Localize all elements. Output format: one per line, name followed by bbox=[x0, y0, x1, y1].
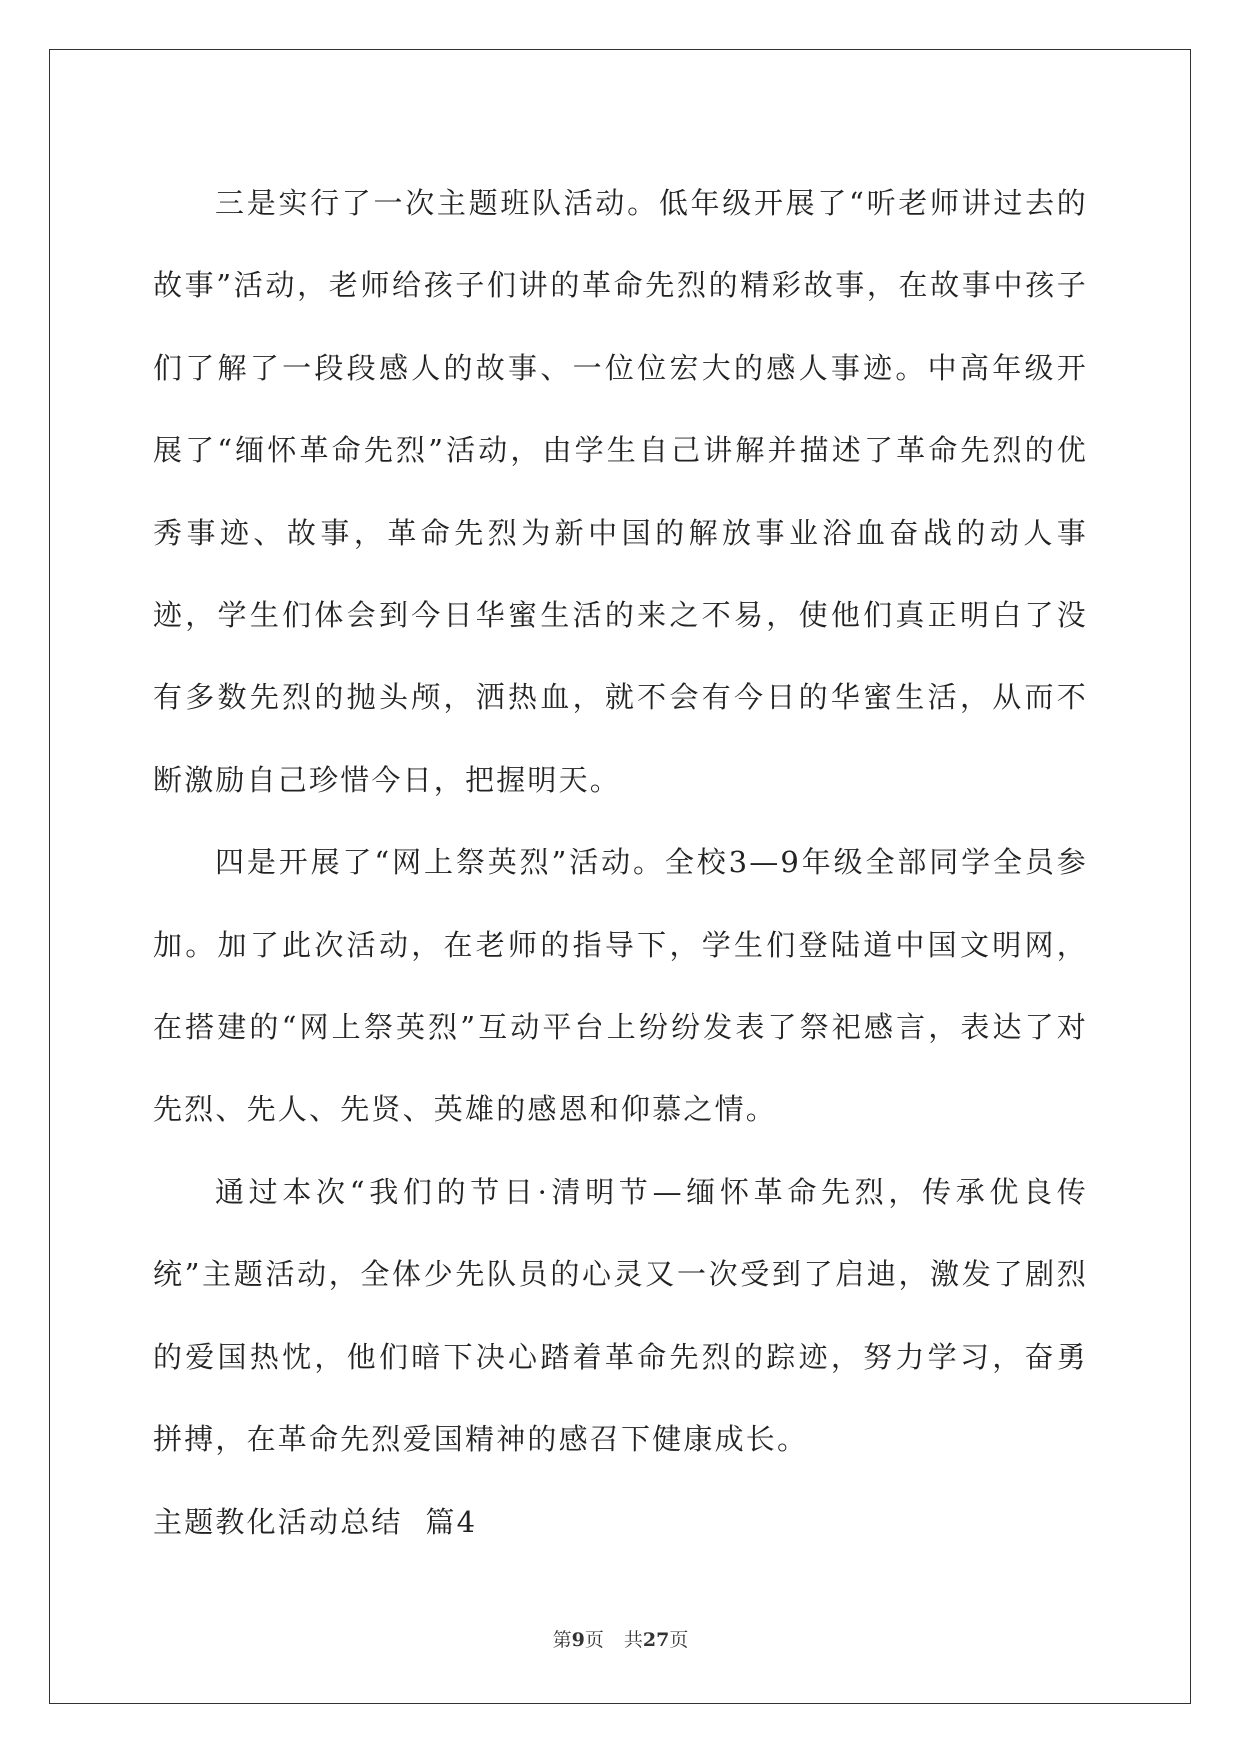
footer-prefix: 第 bbox=[552, 1629, 572, 1651]
paragraph-summary: 通过本次“我们的节日·清明节—缅怀革命先烈，传承优良传统”主题活动，全体少先队员的心灵又一次受到了启迪，激发了剧烈的爱国热忱，他们暗下决心踏着革命先烈的踪迹，努力学习，奋勇拼搏，在革命先烈爱国精神的感召下健康成长。 bbox=[153, 1174, 1088, 1457]
footer-total-suffix: 页 bbox=[669, 1629, 689, 1651]
footer-page-suffix: 页 bbox=[584, 1629, 604, 1651]
total-pages: 27 bbox=[642, 1629, 670, 1651]
footer-total-prefix: 共 bbox=[623, 1629, 643, 1651]
paragraph-online-memorial: 四是开展了“网上祭英烈”活动。全校3—9年级全部同学全员参加。加了此次活动，在老师的指导下，学生们登陆道中国文明网，在搭建的“网上祭英烈”互动平台上纷纷发表了祭祀感言，表达了对先烈、先人、先贤、英雄的感恩和仰慕之情。 bbox=[153, 845, 1088, 1127]
document-body bbox=[153, 162, 1088, 1563]
page-footer bbox=[0, 1625, 1241, 1652]
page-number: 9 bbox=[571, 1629, 585, 1651]
section-heading: 主题教化活动总结 篇4 bbox=[153, 1504, 478, 1539]
paragraph-theme-class-activity: 三是实行了一次主题班队活动。低年级开展了“听老师讲过去的故事”活动，老师给孩子们讲的革命先烈的精彩故事，在故事中孩子们了解了一段段感人的故事、一位位宏大的感人事迹。中高年级开展了“缅怀革命先烈”活动，由学生自己讲解并描述了革命先烈的优秀事迹、故事，革命先烈为新中国的解放事业浴血奋战的动人事迹，学生们体会到今日华蜜生活的来之不易，使他们真正明白了没有多数先烈的抛头颅，洒热血，就不会有今日的华蜜生活，从而不断激励自己珍惜今日，把握明天。 bbox=[153, 186, 1088, 797]
